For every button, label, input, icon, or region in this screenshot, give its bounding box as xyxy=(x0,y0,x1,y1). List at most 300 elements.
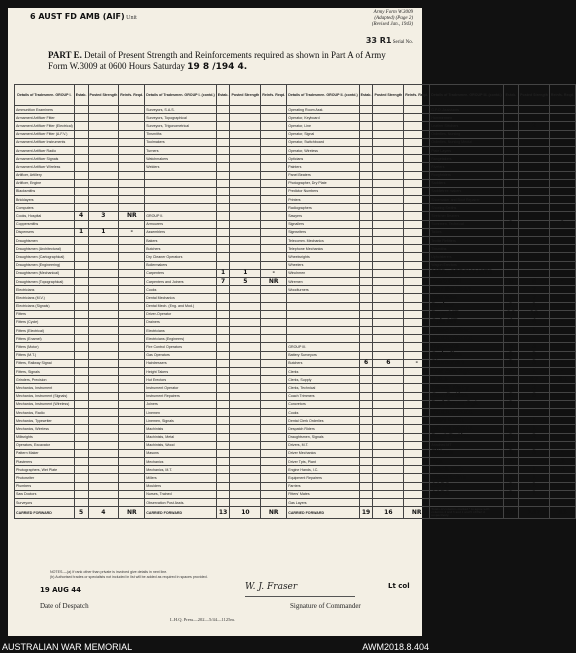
count-cell-reinfs xyxy=(261,408,287,416)
trade-name-cell: Armament Artificer Instruments xyxy=(15,138,75,146)
count-cell-estab xyxy=(74,286,88,294)
count-cell-posted xyxy=(373,228,404,236)
count-cell-posted xyxy=(373,130,404,138)
count-cell-reinfs: - xyxy=(549,482,575,490)
trade-name-cell xyxy=(145,196,216,204)
trade-name-cell: Equipment Repairers xyxy=(287,474,359,482)
commander-signature: W. J. Fraser xyxy=(245,582,355,597)
count-cell-posted xyxy=(373,155,404,163)
count-cell-reinfs xyxy=(261,220,287,228)
trade-name-cell: Plumbers xyxy=(15,482,75,490)
header-group-1: Details of Tradesmen. GROUP I. xyxy=(15,85,75,106)
trade-name-cell: Draughtsmen (Topographical) xyxy=(15,277,75,285)
trade-name-cell: Fitters xyxy=(15,310,75,318)
count-cell-posted xyxy=(88,343,119,351)
header-estab: Estab. xyxy=(503,85,519,106)
count-cell-estab xyxy=(216,261,230,269)
trade-name-cell: Height Takers xyxy=(145,368,216,376)
trade-name-cell: Fitters (M.T.) xyxy=(15,351,75,359)
count-cell-reinfs xyxy=(119,368,145,376)
count-cell-estab xyxy=(503,114,519,122)
trade-name-cell: Fitters xyxy=(430,449,503,457)
count-cell-posted xyxy=(230,441,261,449)
trade-name-cell: Water Duty xyxy=(430,384,503,392)
count-cell-estab: 1 xyxy=(503,400,519,408)
trade-name-cell: Carpenters and Joiners xyxy=(145,277,216,285)
count-cell-posted xyxy=(88,417,119,425)
trade-name-cell xyxy=(145,171,216,179)
count-cell-posted xyxy=(88,376,119,384)
count-cell-estab: 8 xyxy=(503,392,519,400)
count-cell-estab: 1 xyxy=(503,425,519,433)
count-cell-posted xyxy=(519,179,550,187)
count-cell-estab xyxy=(216,499,230,507)
count-cell-reinfs xyxy=(549,130,575,138)
header-estab: Estab. xyxy=(359,85,373,106)
count-cell-reinfs xyxy=(404,499,430,507)
count-cell-reinfs xyxy=(261,318,287,326)
form-notes xyxy=(50,570,390,580)
count-cell-posted xyxy=(519,114,550,122)
count-cell-estab xyxy=(359,171,373,179)
trade-name-cell: Operators, Excavator xyxy=(15,441,75,449)
count-cell-posted xyxy=(230,253,261,261)
count-cell-estab xyxy=(359,294,373,302)
trade-name-cell: Stretcher Bearers xyxy=(430,212,503,220)
title-text-2: Part A of Army Form W.3009 at 0600 Hours Saturday xyxy=(48,50,386,71)
count-cell-posted xyxy=(230,368,261,376)
count-cell-posted: 1 xyxy=(230,269,261,277)
trade-name-cell: Millwrights xyxy=(15,433,75,441)
trade-name-cell: RQMS WO11 xyxy=(430,425,503,433)
count-cell-reinfs xyxy=(261,122,287,130)
count-cell-posted xyxy=(88,384,119,392)
count-cell-reinfs xyxy=(119,130,145,138)
trade-name-cell: Engine Hands, I.C. xyxy=(287,466,359,474)
trade-name-cell: Signallers xyxy=(287,220,359,228)
count-cell-estab xyxy=(216,425,230,433)
carry-2-posted: 10 xyxy=(230,507,261,519)
count-cell-reinfs xyxy=(404,237,430,245)
trade-name-cell: Armament Artificer Radio xyxy=(15,146,75,154)
count-cell-posted xyxy=(519,155,550,163)
trade-name-cell: Photowriter xyxy=(15,474,75,482)
count-cell-posted xyxy=(373,277,404,285)
count-cell-reinfs xyxy=(119,351,145,359)
count-cell-estab xyxy=(503,269,519,277)
count-cell-posted xyxy=(88,490,119,498)
count-cell-estab xyxy=(503,228,519,236)
count-cell-estab xyxy=(359,368,373,376)
count-cell-estab: 2 xyxy=(503,433,519,441)
count-cell-posted xyxy=(230,351,261,359)
count-cell-reinfs xyxy=(119,400,145,408)
table-row xyxy=(15,114,576,122)
count-cell-reinfs xyxy=(261,376,287,384)
count-cell-posted xyxy=(519,196,550,204)
count-cell-posted: - xyxy=(519,458,550,466)
header-posted: Posted Strength xyxy=(373,85,404,106)
count-cell-reinfs xyxy=(261,212,287,220)
count-cell-posted: 2 xyxy=(519,433,550,441)
count-cell-estab: 3 xyxy=(503,351,519,359)
part-label: PART E. xyxy=(48,50,82,60)
count-cell-reinfs xyxy=(119,261,145,269)
count-cell-reinfs xyxy=(549,204,575,212)
count-cell-posted xyxy=(230,171,261,179)
count-cell-estab xyxy=(216,392,230,400)
count-cell-reinfs: - xyxy=(549,277,575,285)
count-cell-posted: 5 xyxy=(230,277,261,285)
count-cell-estab xyxy=(74,294,88,302)
count-cell-estab xyxy=(74,400,88,408)
count-cell-estab xyxy=(359,384,373,392)
count-cell-reinfs xyxy=(404,245,430,253)
count-cell-posted xyxy=(88,130,119,138)
count-cell-reinfs: - xyxy=(549,417,575,425)
count-cell-reinfs xyxy=(119,335,145,343)
trade-name-cell: Mechanics, Wireless xyxy=(15,425,75,433)
count-cell-reinfs xyxy=(119,384,145,392)
count-cell-estab: 1 xyxy=(503,474,519,482)
count-cell-reinfs xyxy=(404,294,430,302)
count-cell-posted: 3 xyxy=(519,351,550,359)
count-cell-reinfs xyxy=(119,466,145,474)
trade-name-cell: Mech WO xyxy=(430,466,503,474)
count-cell-posted xyxy=(519,237,550,245)
strength-table xyxy=(14,84,576,519)
count-cell-reinfs xyxy=(404,302,430,310)
trade-name-cell: Armament Artificer Wireless xyxy=(15,163,75,171)
trade-name-cell: Batmen xyxy=(430,294,503,302)
table-row xyxy=(15,458,576,466)
trade-name-cell: Winchmen xyxy=(287,269,359,277)
count-cell-reinfs xyxy=(404,343,430,351)
trade-name-cell: Butchers xyxy=(287,359,359,367)
trade-name-cell: Surveyors, Trigonometrical xyxy=(145,122,216,130)
count-cell-estab xyxy=(359,179,373,187)
count-cell-reinfs xyxy=(404,179,430,187)
count-cell-reinfs xyxy=(404,220,430,228)
count-cell-posted: 1 xyxy=(519,425,550,433)
count-cell-reinfs xyxy=(261,196,287,204)
trade-name-cell: Electricians (Signals) xyxy=(15,302,75,310)
count-cell-estab xyxy=(359,163,373,171)
trade-name-cell: Moulders xyxy=(145,482,216,490)
count-cell-reinfs xyxy=(404,466,430,474)
count-cell-reinfs xyxy=(119,490,145,498)
table-row xyxy=(15,253,576,261)
table-row xyxy=(15,417,576,425)
table-row xyxy=(15,376,576,384)
archive-credit-bar xyxy=(0,642,431,653)
trade-name-cell: Plate Layers xyxy=(430,146,503,154)
trade-name-cell: Artificer, Artillery xyxy=(15,171,75,179)
trade-name-cell: Coppersmiths xyxy=(15,220,75,228)
form-reference xyxy=(372,10,413,28)
count-cell-posted xyxy=(373,138,404,146)
count-cell-reinfs xyxy=(119,237,145,245)
count-cell-reinfs xyxy=(404,408,430,416)
count-cell-estab: 1 xyxy=(503,490,519,498)
count-cell-reinfs xyxy=(404,474,430,482)
trade-name-cell: Fitters (Cycle) xyxy=(15,318,75,326)
count-cell-posted: 7 xyxy=(519,286,550,294)
count-cell-reinfs xyxy=(119,277,145,285)
unit-line xyxy=(30,12,137,21)
count-cell-estab xyxy=(359,261,373,269)
count-cell-posted xyxy=(230,327,261,335)
trade-name-cell: Cooks xyxy=(287,408,359,416)
carry-3-posted: 16 xyxy=(373,507,404,519)
count-cell-posted xyxy=(88,433,119,441)
count-cell-posted xyxy=(373,499,404,507)
unit-label: Unit xyxy=(126,15,137,21)
count-cell-reinfs xyxy=(404,335,430,343)
count-cell-posted xyxy=(88,179,119,187)
count-cell-posted xyxy=(373,310,404,318)
count-cell-reinfs xyxy=(119,187,145,195)
count-cell-reinfs xyxy=(404,400,430,408)
trade-name-cell: Draughtsmen (Architectural) xyxy=(15,245,75,253)
trade-name-cell: Opticians xyxy=(287,155,359,163)
trade-name-cell: Dvrs MT xyxy=(430,310,503,318)
count-cell-reinfs xyxy=(404,130,430,138)
carry-4-posted: 137 xyxy=(519,507,550,519)
table-row xyxy=(15,384,576,392)
table-row xyxy=(15,368,576,376)
trade-name-cell: Bricklayers xyxy=(15,196,75,204)
count-cell-posted: 8 xyxy=(519,277,550,285)
count-cell-posted xyxy=(88,171,119,179)
count-cell-estab xyxy=(503,146,519,154)
count-cell-reinfs xyxy=(261,155,287,163)
count-cell-posted xyxy=(373,245,404,253)
trade-name-cell: Clerks xyxy=(287,368,359,376)
count-cell-reinfs xyxy=(261,466,287,474)
trade-name-cell: Draughtsmen (Cartographical) xyxy=(15,253,75,261)
trade-name-cell: Orderlies, Nursing xyxy=(430,130,503,138)
count-cell-estab xyxy=(503,130,519,138)
count-cell-estab: 2 xyxy=(503,286,519,294)
count-cell-estab: 1 xyxy=(503,417,519,425)
count-cell-reinfs: - xyxy=(549,449,575,457)
count-cell-estab: 4 xyxy=(503,318,519,326)
count-cell-posted xyxy=(230,490,261,498)
trade-name-cell: Hut Erectors xyxy=(145,376,216,384)
count-cell-estab xyxy=(216,433,230,441)
trade-name-cell: Operating Room Asst. xyxy=(287,106,359,114)
count-cell-posted xyxy=(230,433,261,441)
trade-name-cell: Machinists, Metal xyxy=(145,433,216,441)
count-cell-estab xyxy=(359,441,373,449)
trade-name-cell: Operator, Line xyxy=(287,122,359,130)
count-cell-reinfs: - xyxy=(549,490,575,498)
count-cell-reinfs xyxy=(261,433,287,441)
header-reinfs: Reinfs. Reqd. xyxy=(119,85,145,106)
count-cell-reinfs: - xyxy=(261,269,287,277)
trade-name-cell: Woodturners xyxy=(287,286,359,294)
count-cell-reinfs xyxy=(119,253,145,261)
count-cell-reinfs: - xyxy=(549,294,575,302)
count-cell-reinfs xyxy=(119,286,145,294)
count-cell-reinfs xyxy=(404,277,430,285)
count-cell-estab xyxy=(74,253,88,261)
count-cell-reinfs xyxy=(261,425,287,433)
count-cell-estab xyxy=(74,122,88,130)
trade-name-cell xyxy=(145,187,216,195)
count-cell-posted xyxy=(373,343,404,351)
count-cell-estab xyxy=(359,130,373,138)
count-cell-reinfs xyxy=(549,179,575,187)
trade-name-cell: Regt Duties xyxy=(430,433,503,441)
count-cell-posted xyxy=(230,212,261,220)
table-row xyxy=(15,220,576,228)
count-cell-estab xyxy=(216,155,230,163)
count-cell-reinfs xyxy=(119,269,145,277)
count-cell-estab xyxy=(74,171,88,179)
count-cell-posted xyxy=(88,318,119,326)
note-line: NOTES.—(a) If rank other than private is involved give details in next line. xyxy=(50,570,168,574)
trade-name-cell: Attached MT xyxy=(430,441,503,449)
count-cell-reinfs xyxy=(119,433,145,441)
table-row xyxy=(15,138,576,146)
count-cell-posted xyxy=(373,269,404,277)
table-row xyxy=(15,171,576,179)
count-cell-reinfs xyxy=(404,417,430,425)
count-cell-posted: 1 xyxy=(519,417,550,425)
trade-name-cell: Operator, Wireless xyxy=(287,146,359,154)
count-cell-estab xyxy=(216,106,230,114)
count-cell-reinfs xyxy=(119,327,145,335)
table-row xyxy=(15,245,576,253)
count-cell-posted: 1 xyxy=(519,474,550,482)
count-cell-estab xyxy=(359,335,373,343)
count-cell-reinfs xyxy=(404,138,430,146)
count-cell-reinfs xyxy=(261,179,287,187)
table-row xyxy=(15,212,576,220)
trade-name-cell: Drainers xyxy=(145,318,216,326)
trade-name-cell: Hammermen xyxy=(430,114,503,122)
count-cell-reinfs xyxy=(404,253,430,261)
count-cell-reinfs xyxy=(261,114,287,122)
trade-name-cell: Blacksmiths xyxy=(15,187,75,195)
carried-forward-label: CARRIED FORWARD xyxy=(287,507,359,519)
trade-name-cell: Driver-Operator xyxy=(145,310,216,318)
count-cell-posted xyxy=(230,384,261,392)
table-row xyxy=(15,400,576,408)
count-cell-posted xyxy=(230,155,261,163)
count-cell-posted xyxy=(88,359,119,367)
count-cell-reinfs xyxy=(404,146,430,154)
count-cell-reinfs: - xyxy=(549,433,575,441)
count-cell-reinfs xyxy=(404,114,430,122)
count-cell-reinfs xyxy=(404,204,430,212)
count-cell-posted xyxy=(230,499,261,507)
count-cell-estab: 98 xyxy=(503,376,519,384)
serial-number xyxy=(366,36,413,45)
count-cell-posted: 1 xyxy=(519,466,550,474)
trade-name-cell: Shoemaker and Boot Repairer xyxy=(430,196,503,204)
count-cell-posted xyxy=(519,228,550,236)
count-cell-posted xyxy=(373,106,404,114)
header-reinfs: Reinfs. Reqd. xyxy=(261,85,287,106)
count-cell-reinfs xyxy=(261,163,287,171)
count-cell-reinfs xyxy=(404,458,430,466)
count-cell-reinfs xyxy=(119,106,145,114)
count-cell-posted xyxy=(88,499,119,507)
count-cell-posted xyxy=(230,466,261,474)
count-cell-reinfs xyxy=(261,482,287,490)
table-row xyxy=(15,286,576,294)
printer-imprint: L.H.Q. Press—202—5/44—1125m. xyxy=(170,617,235,622)
count-cell-reinfs xyxy=(261,400,287,408)
count-cell-reinfs xyxy=(261,458,287,466)
trade-name-cell: Grinders, Precision xyxy=(15,376,75,384)
table-row xyxy=(15,449,576,457)
trade-name-cell: Rangetakers xyxy=(430,155,503,163)
count-cell-estab xyxy=(74,359,88,367)
header-estab: Estab. xyxy=(216,85,230,106)
count-cell-estab: 4 xyxy=(74,212,88,220)
count-cell-estab xyxy=(359,237,373,245)
count-cell-estab xyxy=(359,253,373,261)
count-cell-estab xyxy=(359,277,373,285)
count-cell-estab xyxy=(359,458,373,466)
count-cell-reinfs xyxy=(549,245,575,253)
count-cell-reinfs xyxy=(261,294,287,302)
count-cell-estab xyxy=(359,228,373,236)
count-cell-reinfs xyxy=(404,286,430,294)
count-cell-estab xyxy=(74,343,88,351)
count-cell-posted xyxy=(519,269,550,277)
count-cell-estab xyxy=(359,490,373,498)
count-cell-reinfs xyxy=(404,490,430,498)
count-cell-estab xyxy=(216,171,230,179)
trade-name-cell: Wiremen xyxy=(287,277,359,285)
signature-label: Signature of Commander xyxy=(290,602,361,610)
trade-name-cell: Mechanics, Instrument (Wireless) xyxy=(15,400,75,408)
despatch-date-value: 19 AUG 44 xyxy=(40,586,81,594)
table-row xyxy=(15,228,576,236)
trade-name-cell: Fitters' Mates xyxy=(287,490,359,498)
table-row xyxy=(15,433,576,441)
count-cell-estab xyxy=(74,466,88,474)
count-cell-estab xyxy=(216,458,230,466)
trade-name-cell: Watchmakers xyxy=(145,155,216,163)
count-cell-reinfs xyxy=(404,384,430,392)
count-cell-reinfs xyxy=(261,335,287,343)
count-cell-estab xyxy=(359,196,373,204)
count-cell-estab: 3 xyxy=(503,449,519,457)
carry-1-posted: 4 xyxy=(88,507,119,519)
count-cell-reinfs xyxy=(404,106,430,114)
count-cell-reinfs xyxy=(404,368,430,376)
carry-3-estab: 19 xyxy=(359,507,373,519)
trade-name-cell: Tailors xyxy=(430,228,503,236)
trade-name-cell: Butchers xyxy=(145,245,216,253)
count-cell-reinfs xyxy=(261,237,287,245)
count-cell-reinfs xyxy=(404,318,430,326)
count-cell-reinfs xyxy=(549,228,575,236)
count-cell-estab: 6 xyxy=(359,359,373,367)
trade-name-cell xyxy=(287,294,359,302)
count-cell-reinfs xyxy=(261,449,287,457)
count-cell-estab xyxy=(74,245,88,253)
trade-name-cell: Surveyors xyxy=(15,499,75,507)
carry-2-estab: 13 xyxy=(216,507,230,519)
count-cell-estab xyxy=(359,114,373,122)
